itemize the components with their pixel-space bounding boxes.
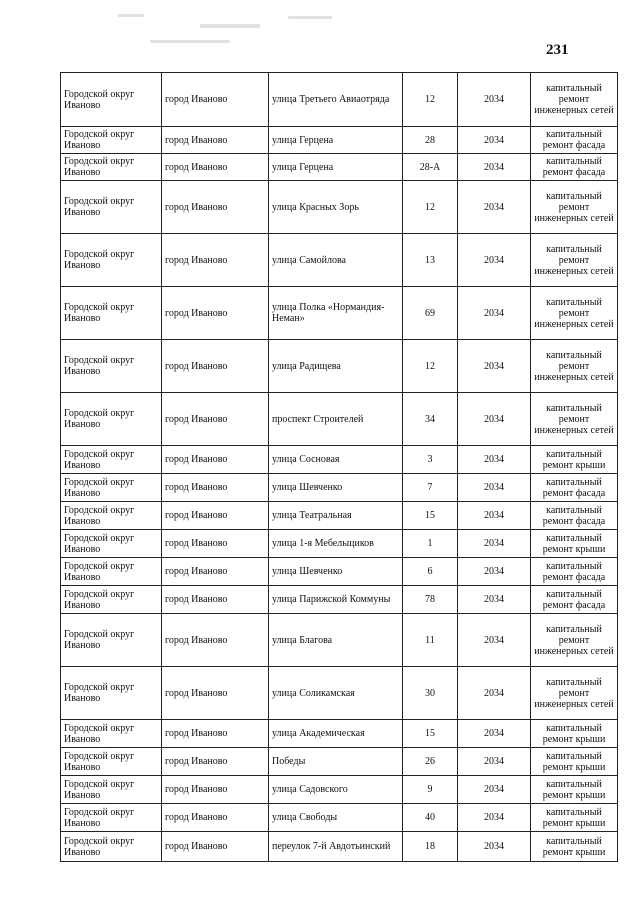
municipality-cell: Городской округ Иваново — [61, 340, 162, 393]
street-cell: улица Радищева — [269, 340, 403, 393]
settlement-cell: город Иваново — [162, 393, 269, 446]
repair-work-cell: капитальный ремонт фасада — [531, 474, 618, 502]
municipality-cell: Городской округ Иваново — [61, 804, 162, 832]
table-row — [61, 530, 618, 558]
table-row — [61, 474, 618, 502]
repair-year-cell: 2034 — [458, 154, 531, 181]
settlement-cell: город Иваново — [162, 804, 269, 832]
municipality-cell: Городской округ Иваново — [61, 667, 162, 720]
repair-year-cell: 2034 — [458, 586, 531, 614]
repair-year-cell: 2034 — [458, 287, 531, 340]
street-cell: улица Садовского — [269, 776, 403, 804]
repair-work-cell: капитальный ремонт крыши — [531, 446, 618, 474]
repair-work-cell: капитальный ремонт крыши — [531, 776, 618, 804]
house-number-cell: 40 — [403, 804, 458, 832]
scan-artifact — [118, 14, 144, 17]
table-body — [61, 73, 618, 862]
house-number-cell: 28 — [403, 127, 458, 154]
house-number-cell: 3 — [403, 446, 458, 474]
settlement-cell: город Иваново — [162, 181, 269, 234]
settlement-cell: город Иваново — [162, 234, 269, 287]
settlement-cell: город Иваново — [162, 614, 269, 667]
settlement-cell: город Иваново — [162, 474, 269, 502]
table-row — [61, 181, 618, 234]
municipality-cell: Городской округ Иваново — [61, 287, 162, 340]
street-cell: улица Благова — [269, 614, 403, 667]
municipality-cell: Городской округ Иваново — [61, 832, 162, 862]
street-cell: улица Самойлова — [269, 234, 403, 287]
repair-year-cell: 2034 — [458, 502, 531, 530]
scan-artifact — [200, 24, 260, 28]
settlement-cell: город Иваново — [162, 446, 269, 474]
street-cell: улица Шевченко — [269, 474, 403, 502]
street-cell: улица Театральная — [269, 502, 403, 530]
table-row — [61, 234, 618, 287]
house-number-cell: 12 — [403, 181, 458, 234]
house-number-cell: 11 — [403, 614, 458, 667]
municipality-cell: Городской округ Иваново — [61, 530, 162, 558]
house-number-cell: 12 — [403, 340, 458, 393]
table-row — [61, 586, 618, 614]
settlement-cell: город Иваново — [162, 667, 269, 720]
house-number-cell: 15 — [403, 720, 458, 748]
settlement-cell: город Иваново — [162, 832, 269, 862]
settlement-cell: город Иваново — [162, 73, 269, 127]
repair-work-cell: капитальный ремонт инженерных сетей — [531, 667, 618, 720]
repair-work-cell: капитальный ремонт фасада — [531, 586, 618, 614]
municipality-cell: Городской округ Иваново — [61, 73, 162, 127]
table-row — [61, 667, 618, 720]
street-cell: улица Герцена — [269, 127, 403, 154]
repair-work-cell: капитальный ремонт инженерных сетей — [531, 234, 618, 287]
street-cell: улица Академическая — [269, 720, 403, 748]
municipality-cell: Городской округ Иваново — [61, 502, 162, 530]
street-cell: улица Свободы — [269, 804, 403, 832]
repair-work-cell: капитальный ремонт инженерных сетей — [531, 287, 618, 340]
repair-work-cell: капитальный ремонт фасада — [531, 127, 618, 154]
municipality-cell: Городской округ Иваново — [61, 393, 162, 446]
table-row — [61, 748, 618, 776]
scan-artifact — [150, 40, 230, 43]
table-row — [61, 154, 618, 181]
municipality-cell: Городской округ Иваново — [61, 474, 162, 502]
repair-year-cell: 2034 — [458, 776, 531, 804]
street-cell: Победы — [269, 748, 403, 776]
street-cell: улица Красных Зорь — [269, 181, 403, 234]
street-cell: улица 1-я Мебельщиков — [269, 530, 403, 558]
table-row — [61, 446, 618, 474]
house-number-cell: 26 — [403, 748, 458, 776]
repair-work-cell: капитальный ремонт фасада — [531, 502, 618, 530]
table-row — [61, 393, 618, 446]
table-row — [61, 804, 618, 832]
street-cell: улица Герцена — [269, 154, 403, 181]
repair-work-cell: капитальный ремонт крыши — [531, 804, 618, 832]
settlement-cell: город Иваново — [162, 558, 269, 586]
repair-year-cell: 2034 — [458, 340, 531, 393]
repair-year-cell: 2034 — [458, 748, 531, 776]
repair-year-cell: 2034 — [458, 393, 531, 446]
scan-artifact — [288, 16, 332, 19]
municipality-cell: Городской округ Иваново — [61, 586, 162, 614]
house-number-cell: 69 — [403, 287, 458, 340]
street-cell: улица Сосновая — [269, 446, 403, 474]
settlement-cell: город Иваново — [162, 530, 269, 558]
settlement-cell: город Иваново — [162, 340, 269, 393]
municipality-cell: Городской округ Иваново — [61, 234, 162, 287]
table-row — [61, 558, 618, 586]
repair-work-cell: капитальный ремонт крыши — [531, 720, 618, 748]
repair-work-cell: капитальный ремонт инженерных сетей — [531, 340, 618, 393]
house-number-cell: 78 — [403, 586, 458, 614]
table-row — [61, 287, 618, 340]
municipality-cell: Городской округ Иваново — [61, 127, 162, 154]
repair-work-cell: капитальный ремонт инженерных сетей — [531, 73, 618, 127]
repair-year-cell: 2034 — [458, 530, 531, 558]
settlement-cell: город Иваново — [162, 127, 269, 154]
settlement-cell: город Иваново — [162, 586, 269, 614]
municipality-cell: Городской округ Иваново — [61, 776, 162, 804]
repair-year-cell: 2034 — [458, 832, 531, 862]
table-row — [61, 614, 618, 667]
repair-year-cell: 2034 — [458, 804, 531, 832]
repair-year-cell: 2034 — [458, 127, 531, 154]
table-row — [61, 127, 618, 154]
table-row — [61, 340, 618, 393]
municipality-cell: Городской округ Иваново — [61, 446, 162, 474]
repair-year-cell: 2034 — [458, 181, 531, 234]
house-number-cell: 1 — [403, 530, 458, 558]
settlement-cell: город Иваново — [162, 776, 269, 804]
repair-work-cell: капитальный ремонт инженерных сетей — [531, 614, 618, 667]
repair-work-cell: капитальный ремонт крыши — [531, 748, 618, 776]
table-row — [61, 776, 618, 804]
house-number-cell: 13 — [403, 234, 458, 287]
municipality-cell: Городской округ Иваново — [61, 558, 162, 586]
repair-year-cell: 2034 — [458, 667, 531, 720]
table-row — [61, 73, 618, 127]
house-number-cell: 6 — [403, 558, 458, 586]
repair-work-cell: капитальный ремонт крыши — [531, 530, 618, 558]
street-cell: улица Парижской Коммуны — [269, 586, 403, 614]
repair-work-cell: капитальный ремонт крыши — [531, 832, 618, 862]
repair-year-cell: 2034 — [458, 73, 531, 127]
repair-year-cell: 2034 — [458, 474, 531, 502]
street-cell: улица Шевченко — [269, 558, 403, 586]
municipality-cell: Городской округ Иваново — [61, 720, 162, 748]
municipality-cell: Городской округ Иваново — [61, 181, 162, 234]
settlement-cell: город Иваново — [162, 720, 269, 748]
settlement-cell: город Иваново — [162, 287, 269, 340]
house-number-cell: 34 — [403, 393, 458, 446]
settlement-cell: город Иваново — [162, 154, 269, 181]
house-number-cell: 30 — [403, 667, 458, 720]
street-cell: проспект Строителей — [269, 393, 403, 446]
house-number-cell: 12 — [403, 73, 458, 127]
repair-work-cell: капитальный ремонт фасада — [531, 558, 618, 586]
housing-repair-table — [60, 72, 618, 862]
house-number-cell: 15 — [403, 502, 458, 530]
repair-year-cell: 2034 — [458, 558, 531, 586]
table-row — [61, 720, 618, 748]
settlement-cell: город Иваново — [162, 502, 269, 530]
street-cell: переулок 7-й Авдотьинский — [269, 832, 403, 862]
table-row — [61, 832, 618, 862]
repair-year-cell: 2034 — [458, 446, 531, 474]
street-cell: улица Третьего Авиаотряда — [269, 73, 403, 127]
house-number-cell: 7 — [403, 474, 458, 502]
repair-year-cell: 2034 — [458, 614, 531, 667]
house-number-cell: 9 — [403, 776, 458, 804]
page-number: 231 — [546, 42, 569, 58]
repair-work-cell: капитальный ремонт инженерных сетей — [531, 181, 618, 234]
municipality-cell: Городской округ Иваново — [61, 154, 162, 181]
house-number-cell: 18 — [403, 832, 458, 862]
street-cell: улица Полка «Нормандия-Неман» — [269, 287, 403, 340]
street-cell: улица Соликамская — [269, 667, 403, 720]
municipality-cell: Городской округ Иваново — [61, 748, 162, 776]
table-row — [61, 502, 618, 530]
repair-year-cell: 2034 — [458, 720, 531, 748]
repair-year-cell: 2034 — [458, 234, 531, 287]
house-number-cell: 28-А — [403, 154, 458, 181]
repair-work-cell: капитальный ремонт фасада — [531, 154, 618, 181]
settlement-cell: город Иваново — [162, 748, 269, 776]
municipality-cell: Городской округ Иваново — [61, 614, 162, 667]
repair-work-cell: капитальный ремонт инженерных сетей — [531, 393, 618, 446]
